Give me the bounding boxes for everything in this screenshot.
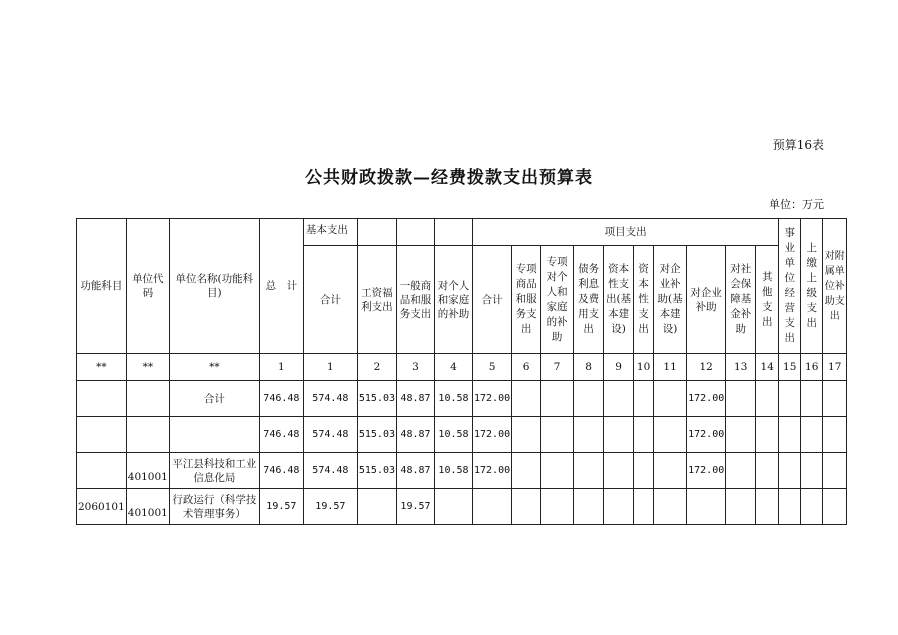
table-row (77, 381, 847, 417)
table-cell: 19.57 (259, 489, 303, 525)
table-cell (726, 417, 756, 453)
index-cell: 3 (396, 354, 434, 381)
table-cell: 48.87 (396, 417, 434, 453)
table-cell (634, 381, 654, 417)
table-cell (654, 453, 687, 489)
table-cell (77, 453, 127, 489)
table-cell: 19.57 (396, 489, 434, 525)
header-unit-code: 单位代码 (126, 219, 169, 354)
page-title: 公共财政拨款—经费拨款支出预算表 (305, 168, 593, 188)
table-cell (512, 453, 541, 489)
header-other: 其他支出 (756, 246, 779, 354)
table-cell: 515.03 (357, 381, 396, 417)
table-cell (726, 381, 756, 417)
table-cell (756, 381, 779, 417)
index-cell: ** (77, 354, 127, 381)
table-cell (823, 417, 847, 453)
table-cell (574, 453, 604, 489)
table-cell (604, 453, 634, 489)
table-cell: 2060101 (77, 489, 127, 525)
table-cell: 574.48 (303, 453, 357, 489)
table-cell (604, 381, 634, 417)
table-cell (541, 453, 574, 489)
header-func-code: 功能科目 (77, 219, 127, 354)
table-cell: 平江县科技和工业信息化局 (169, 453, 259, 489)
header-goods: 一般商品和服务支出 (396, 246, 434, 354)
table-cell: 515.03 (357, 453, 396, 489)
table-cell (634, 489, 654, 525)
index-cell: ** (169, 354, 259, 381)
index-cell: 1 (259, 354, 303, 381)
table-cell (801, 381, 823, 417)
table-body (77, 381, 847, 525)
table-cell: 172.00 (687, 417, 726, 453)
index-cell: 4 (434, 354, 472, 381)
table-cell (574, 381, 604, 417)
table-cell (126, 381, 169, 417)
table-cell: 574.48 (303, 417, 357, 453)
table-cell: 172.00 (687, 381, 726, 417)
table-cell: 合计 (169, 381, 259, 417)
header-proj-sum: 合计 (472, 246, 511, 354)
table-cell: 401001 (126, 453, 169, 489)
header-basic: 基本支出 (303, 219, 357, 246)
table-cell: 746.48 (259, 417, 303, 453)
table-cell (726, 489, 756, 525)
header-basic-sum: 合计 (303, 246, 357, 354)
table-cell: 19.57 (303, 489, 357, 525)
table-cell (823, 381, 847, 417)
table-cell (541, 417, 574, 453)
table-cell (654, 417, 687, 453)
table-cell (512, 489, 541, 525)
header-capital: 资本性支出 (634, 246, 654, 354)
table-cell (823, 453, 847, 489)
table-cell: 574.48 (303, 381, 357, 417)
form-number: 预算16表 (772, 138, 824, 152)
table-cell: 行政运行（科学技术管理事务） (169, 489, 259, 525)
table-cell (654, 381, 687, 417)
table-cell: 10.58 (434, 381, 472, 417)
index-cell: 14 (756, 354, 779, 381)
table-cell (687, 489, 726, 525)
index-cell: 15 (779, 354, 801, 381)
index-cell: 16 (801, 354, 823, 381)
table-cell (756, 417, 779, 453)
table-cell (541, 381, 574, 417)
table-cell (801, 489, 823, 525)
table-cell (77, 381, 127, 417)
table-cell: 10.58 (434, 453, 472, 489)
header-proj-personal: 专项对个人和家庭的补助 (541, 246, 574, 354)
table-cell (77, 417, 127, 453)
table-cell: 172.00 (687, 453, 726, 489)
table-row (77, 417, 847, 453)
table-cell: 746.48 (259, 381, 303, 417)
header-business: 事业单位经营支出 (779, 219, 801, 354)
index-cell: 7 (541, 354, 574, 381)
table-cell: 746.48 (259, 453, 303, 489)
table-cell: 172.00 (472, 381, 511, 417)
table-cell: 401001 (126, 489, 169, 525)
header-social: 对社会保障基金补助 (726, 246, 756, 354)
index-cell: 10 (634, 354, 654, 381)
header-salary: 工资福利支出 (357, 246, 396, 354)
header-capital-build: 资本性支出(基本建设) (604, 246, 634, 354)
table-cell: 515.03 (357, 417, 396, 453)
table-cell: 172.00 (472, 417, 511, 453)
header-proj-goods: 专项商品和服务支出 (512, 246, 541, 354)
table-cell (574, 489, 604, 525)
table-cell (779, 417, 801, 453)
table-cell (574, 417, 604, 453)
index-cell: 2 (357, 354, 396, 381)
table-cell (654, 489, 687, 525)
table-cell (756, 489, 779, 525)
table-cell: 48.87 (396, 453, 434, 489)
table-cell (634, 417, 654, 453)
unit-label: 单位：万元 (769, 198, 824, 211)
table-cell (779, 489, 801, 525)
table-cell: 48.87 (396, 381, 434, 417)
table-cell (472, 489, 511, 525)
table-cell (801, 453, 823, 489)
index-cell: 8 (574, 354, 604, 381)
header-debt: 债务利息及费用支出 (574, 246, 604, 354)
header-project: 项目支出 (472, 219, 778, 246)
table-cell (126, 417, 169, 453)
header-upper: 上缴上级支出 (801, 219, 823, 354)
index-cell: 6 (512, 354, 541, 381)
table-row (77, 453, 847, 489)
table-cell (726, 453, 756, 489)
table-cell (357, 489, 396, 525)
budget-table (76, 218, 847, 525)
header-enterprise: 对企业补助 (687, 246, 726, 354)
table-cell (604, 489, 634, 525)
table-cell (779, 453, 801, 489)
header-personal: 对个人和家庭的补助 (434, 246, 472, 354)
index-cell: 5 (472, 354, 511, 381)
table-cell (779, 381, 801, 417)
index-cell: 17 (823, 354, 847, 381)
table-cell (604, 417, 634, 453)
table-cell: 172.00 (472, 453, 511, 489)
table-cell (756, 453, 779, 489)
index-cell: 9 (604, 354, 634, 381)
header-subsidy: 对附属单位补助支出 (823, 219, 847, 354)
header-total: 总 计 (259, 219, 303, 354)
table-cell (434, 489, 472, 525)
header-enterprise-build: 对企业补助(基本建设) (654, 246, 687, 354)
header-unit-name: 单位名称(功能科目) (169, 219, 259, 354)
index-cell: 13 (726, 354, 756, 381)
table-cell (634, 453, 654, 489)
index-row (77, 354, 847, 381)
index-cell: 12 (687, 354, 726, 381)
table-cell (823, 489, 847, 525)
index-cell: 1 (303, 354, 357, 381)
table-row (77, 489, 847, 525)
table-cell (512, 417, 541, 453)
table-cell (512, 381, 541, 417)
table-cell (541, 489, 574, 525)
table-cell (801, 417, 823, 453)
table-cell (169, 417, 259, 453)
index-cell: 11 (654, 354, 687, 381)
table-cell: 10.58 (434, 417, 472, 453)
index-cell: ** (126, 354, 169, 381)
